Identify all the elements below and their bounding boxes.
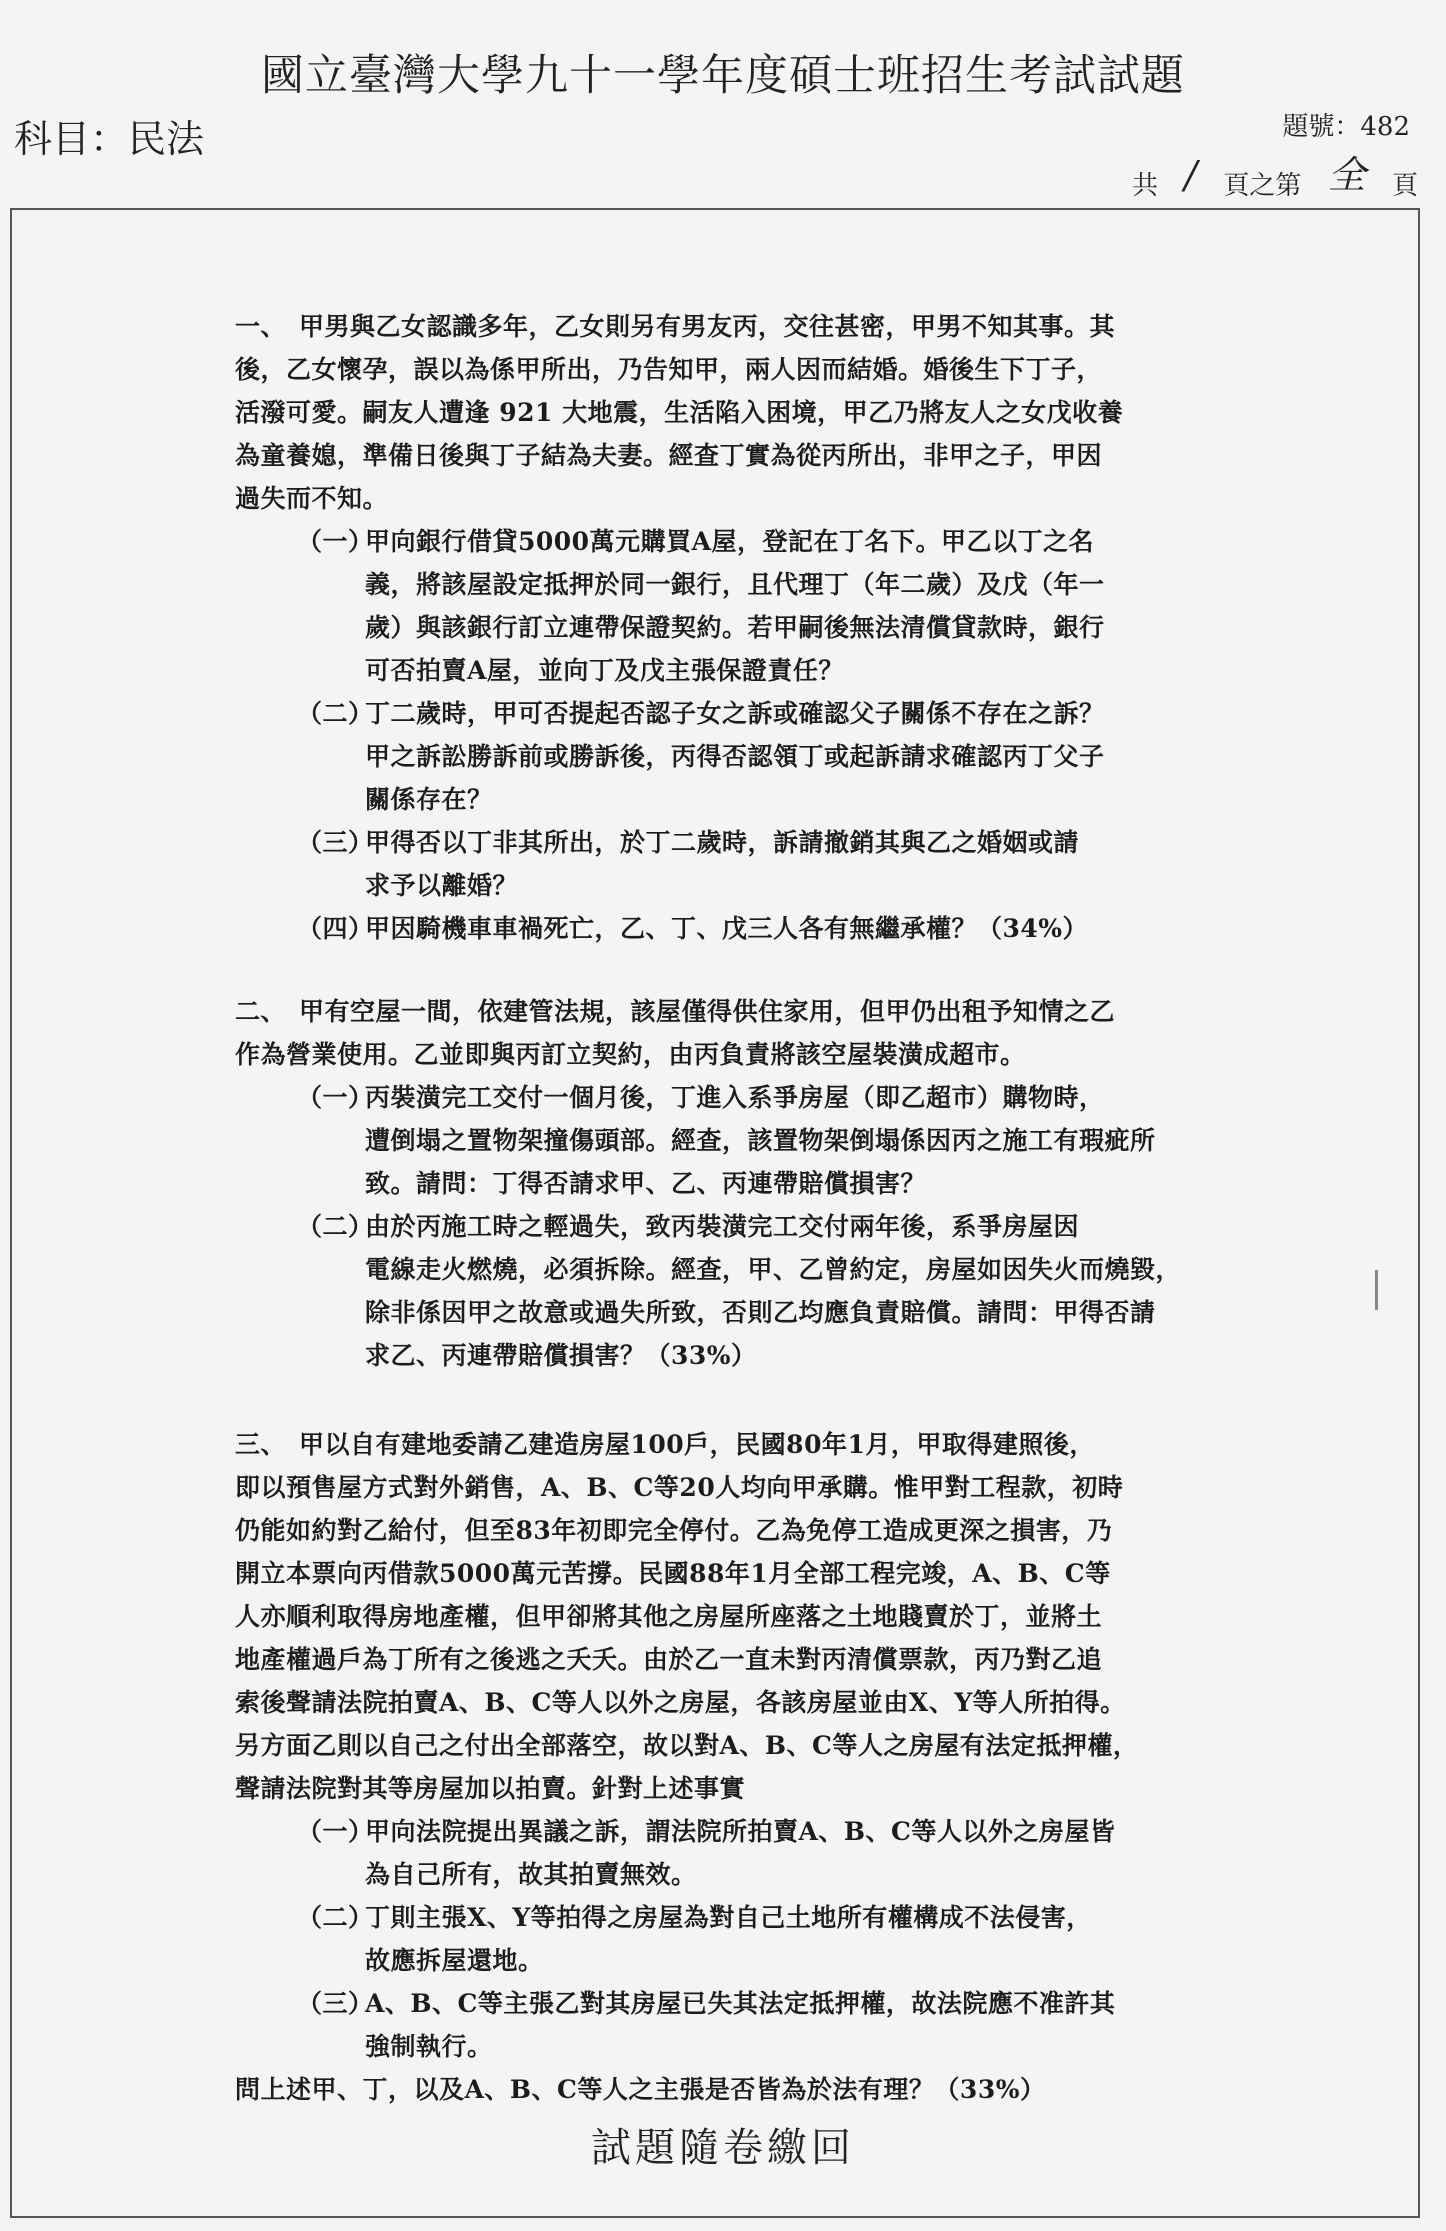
sub-question: [235, 907, 1185, 950]
question-line: 後，乙女懷孕，誤以為係甲所出，乃告知甲，兩人因而結婚。婚後生下丁子，: [235, 355, 1103, 384]
sub-question: [235, 1982, 1185, 2068]
question-number: 題號：482: [1282, 112, 1410, 142]
sub-question: [235, 1076, 1185, 1205]
sub-question-number: （一）: [297, 1817, 374, 1846]
sub-question-line: 可否拍賣A屋，並向丁及戊主張保證責任？: [365, 656, 844, 685]
scan-mark: [1375, 1270, 1378, 1310]
question-line: 人亦順利取得房地產權，但甲卻將其他之房屋所座落之土地賤賣於丁，並將土: [235, 1602, 1103, 1631]
question-1: [235, 305, 1185, 950]
sub-question-line: 為自己所有，故其拍賣無效。: [365, 1860, 697, 1889]
sub-question: [235, 692, 1185, 821]
sub-question-line: 由於丙施工時之輕過失，致丙裝潢完工交付兩年後，系爭房屋因: [365, 1212, 1080, 1241]
question-line: 活潑可愛。嗣友人遭逢 921 大地震，生活陷入困境，甲乙乃將友人之女戊收養: [235, 398, 1124, 427]
footer-note: 試題隨卷繳回: [591, 2125, 855, 2171]
question-line: 即以預售屋方式對外銷售，A、B、C等20人均向甲承購。惟甲對工程款，初時: [235, 1473, 1124, 1502]
pages-current: 全: [1327, 153, 1366, 197]
sub-question-number: （三）: [297, 1989, 374, 2018]
sub-question-line: 甲因騎機車車禍死亡，乙、丁、戊三人各有無繼承權？（34%）: [365, 914, 1089, 943]
sub-question-number: （二）: [297, 699, 374, 728]
sub-question-line: 甲向銀行借貸5000萬元購買A屋，登記在丁名下。甲乙以丁之名: [365, 527, 1094, 556]
sub-question-line: 丁則主張X、Y等拍得之房屋為對自己土地所有權構成不法侵害，: [365, 1903, 1092, 1932]
sub-question-line: 求予以離婚？: [365, 871, 519, 900]
exam-title: 國立臺灣大學九十一學年度碩士班招生考試試題: [261, 51, 1185, 101]
sub-question-line: 電線走火燃燒，必須拆除。經查，甲、乙曾約定，房屋如因失火而燒毀，: [365, 1255, 1182, 1284]
exam-body: [235, 305, 1185, 2111]
sub-question-number: （二）: [297, 1212, 374, 1241]
sub-question-number: （四）: [297, 914, 374, 943]
subject-label: 科目：民法: [14, 117, 205, 161]
question-line: 過失而不知。: [235, 484, 389, 513]
sub-question: [235, 1896, 1185, 1982]
sub-question-line: 強制執行。: [365, 2032, 493, 2061]
question-line: 三、 甲以自有建地委請乙建造房屋100戶，民國80年1月，甲取得建照後，: [235, 1430, 1095, 1459]
sub-question-line: 致。請問：丁得否請求甲、乙、丙連帶賠償損害？: [365, 1169, 927, 1198]
sub-question-number: （二）: [297, 1903, 374, 1932]
question-closing: 問上述甲、丁，以及A、B、C等人之主張是否皆為於法有理？（33%）: [235, 2075, 1046, 2104]
question-line: 作為營業使用。乙並即與丙訂立契約，由丙負責將該空屋裝潢成超市。: [235, 1040, 1026, 1069]
question-line: 聲請法院對其等房屋加以拍賣。針對上述事實: [235, 1774, 746, 1803]
sub-question: [235, 520, 1185, 692]
sub-question: [235, 1810, 1185, 1896]
question-3: [235, 1423, 1185, 2111]
sub-question-line: 歲）與該銀行訂立連帶保證契約。若甲嗣後無法清償貸款時，銀行: [365, 613, 1105, 642]
question-line: 開立本票向丙借款5000萬元苦撐。民國88年1月全部工程完竣，A、B、C等: [235, 1559, 1111, 1588]
sub-question-line: 故應拆屋還地。: [365, 1946, 544, 1975]
pages-prefix: 共: [1132, 171, 1159, 201]
sub-question-line: 遭倒塌之置物架撞傷頭部。經查，該置物架倒塌係因丙之施工有瑕疵所: [365, 1126, 1156, 1155]
question-line: 地產權過戶為丁所有之後逃之夭夭。由於乙一直未對丙清償票款，丙乃對乙追: [235, 1645, 1103, 1674]
pages-suffix: 頁: [1391, 171, 1418, 201]
sub-question-line: 除非係因甲之故意或過失所致，否則乙均應負責賠償。請問：甲得否請: [365, 1298, 1156, 1327]
sub-question-line: A、B、C等主張乙對其房屋已失其法定抵押權，故法院應不准許其: [365, 1989, 1116, 2018]
sub-question-number: （三）: [297, 828, 374, 857]
sub-question-line: 丁二歲時，甲可否提起否認子女之訴或確認父子關係不存在之訴？: [365, 699, 1105, 728]
sub-question-line: 求乙、丙連帶賠償損害？（33%）: [365, 1341, 757, 1370]
question-line: 索後聲請法院拍賣A、B、C等人以外之房屋，各該房屋並由X、Y等人所拍得。: [235, 1688, 1126, 1717]
question-2: [235, 990, 1185, 1377]
sub-question-line: 義，將該屋設定抵押於同一銀行，且代理丁（年二歲）及戊（年一: [365, 570, 1105, 599]
page-count: [1132, 150, 1418, 205]
sub-question-line: 丙裝潢完工交付一個月後，丁進入系爭房屋（即乙超市）購物時，: [365, 1083, 1105, 1112]
pages-mid: 頁之第: [1223, 171, 1302, 201]
question-line: 仍能如約對乙給付，但至83年初即完全停付。乙為免停工造成更深之損害，乃: [235, 1516, 1113, 1545]
sub-question-line: 甲得否以丁非其所出，於丁二歲時，訴請撤銷其與乙之婚姻或請: [365, 828, 1080, 857]
question-line: 二、 甲有空屋一間，依建管法規，該屋僅得供住家用，但甲仍出租予知情之乙: [235, 997, 1116, 1026]
question-line: 另方面乙則以自己之付出全部落空，故以對A、B、C等人之房屋有法定抵押權，: [235, 1731, 1139, 1760]
sub-question-number: （一）: [297, 1083, 374, 1112]
sub-question: [235, 821, 1185, 907]
question-line: 為童養媳，準備日後與丁子結為夫妻。經查丁實為從丙所出，非甲之子，甲因: [235, 441, 1103, 470]
sub-question-line: 甲向法院提出異議之訴，謂法院所拍賣A、B、C等人以外之房屋皆: [365, 1817, 1116, 1846]
sub-question: [235, 1205, 1185, 1377]
pages-total: /: [1184, 153, 1198, 197]
question-line: 一、 甲男與乙女認識多年，乙女則另有男友丙，交往甚密，甲男不知其事。其: [235, 312, 1116, 341]
sub-question-line: 關係存在？: [365, 785, 493, 814]
sub-question-line: 甲之訴訟勝訴前或勝訴後，丙得否認領丁或起訴請求確認丙丁父子: [365, 742, 1105, 771]
sub-question-number: （一）: [297, 527, 374, 556]
